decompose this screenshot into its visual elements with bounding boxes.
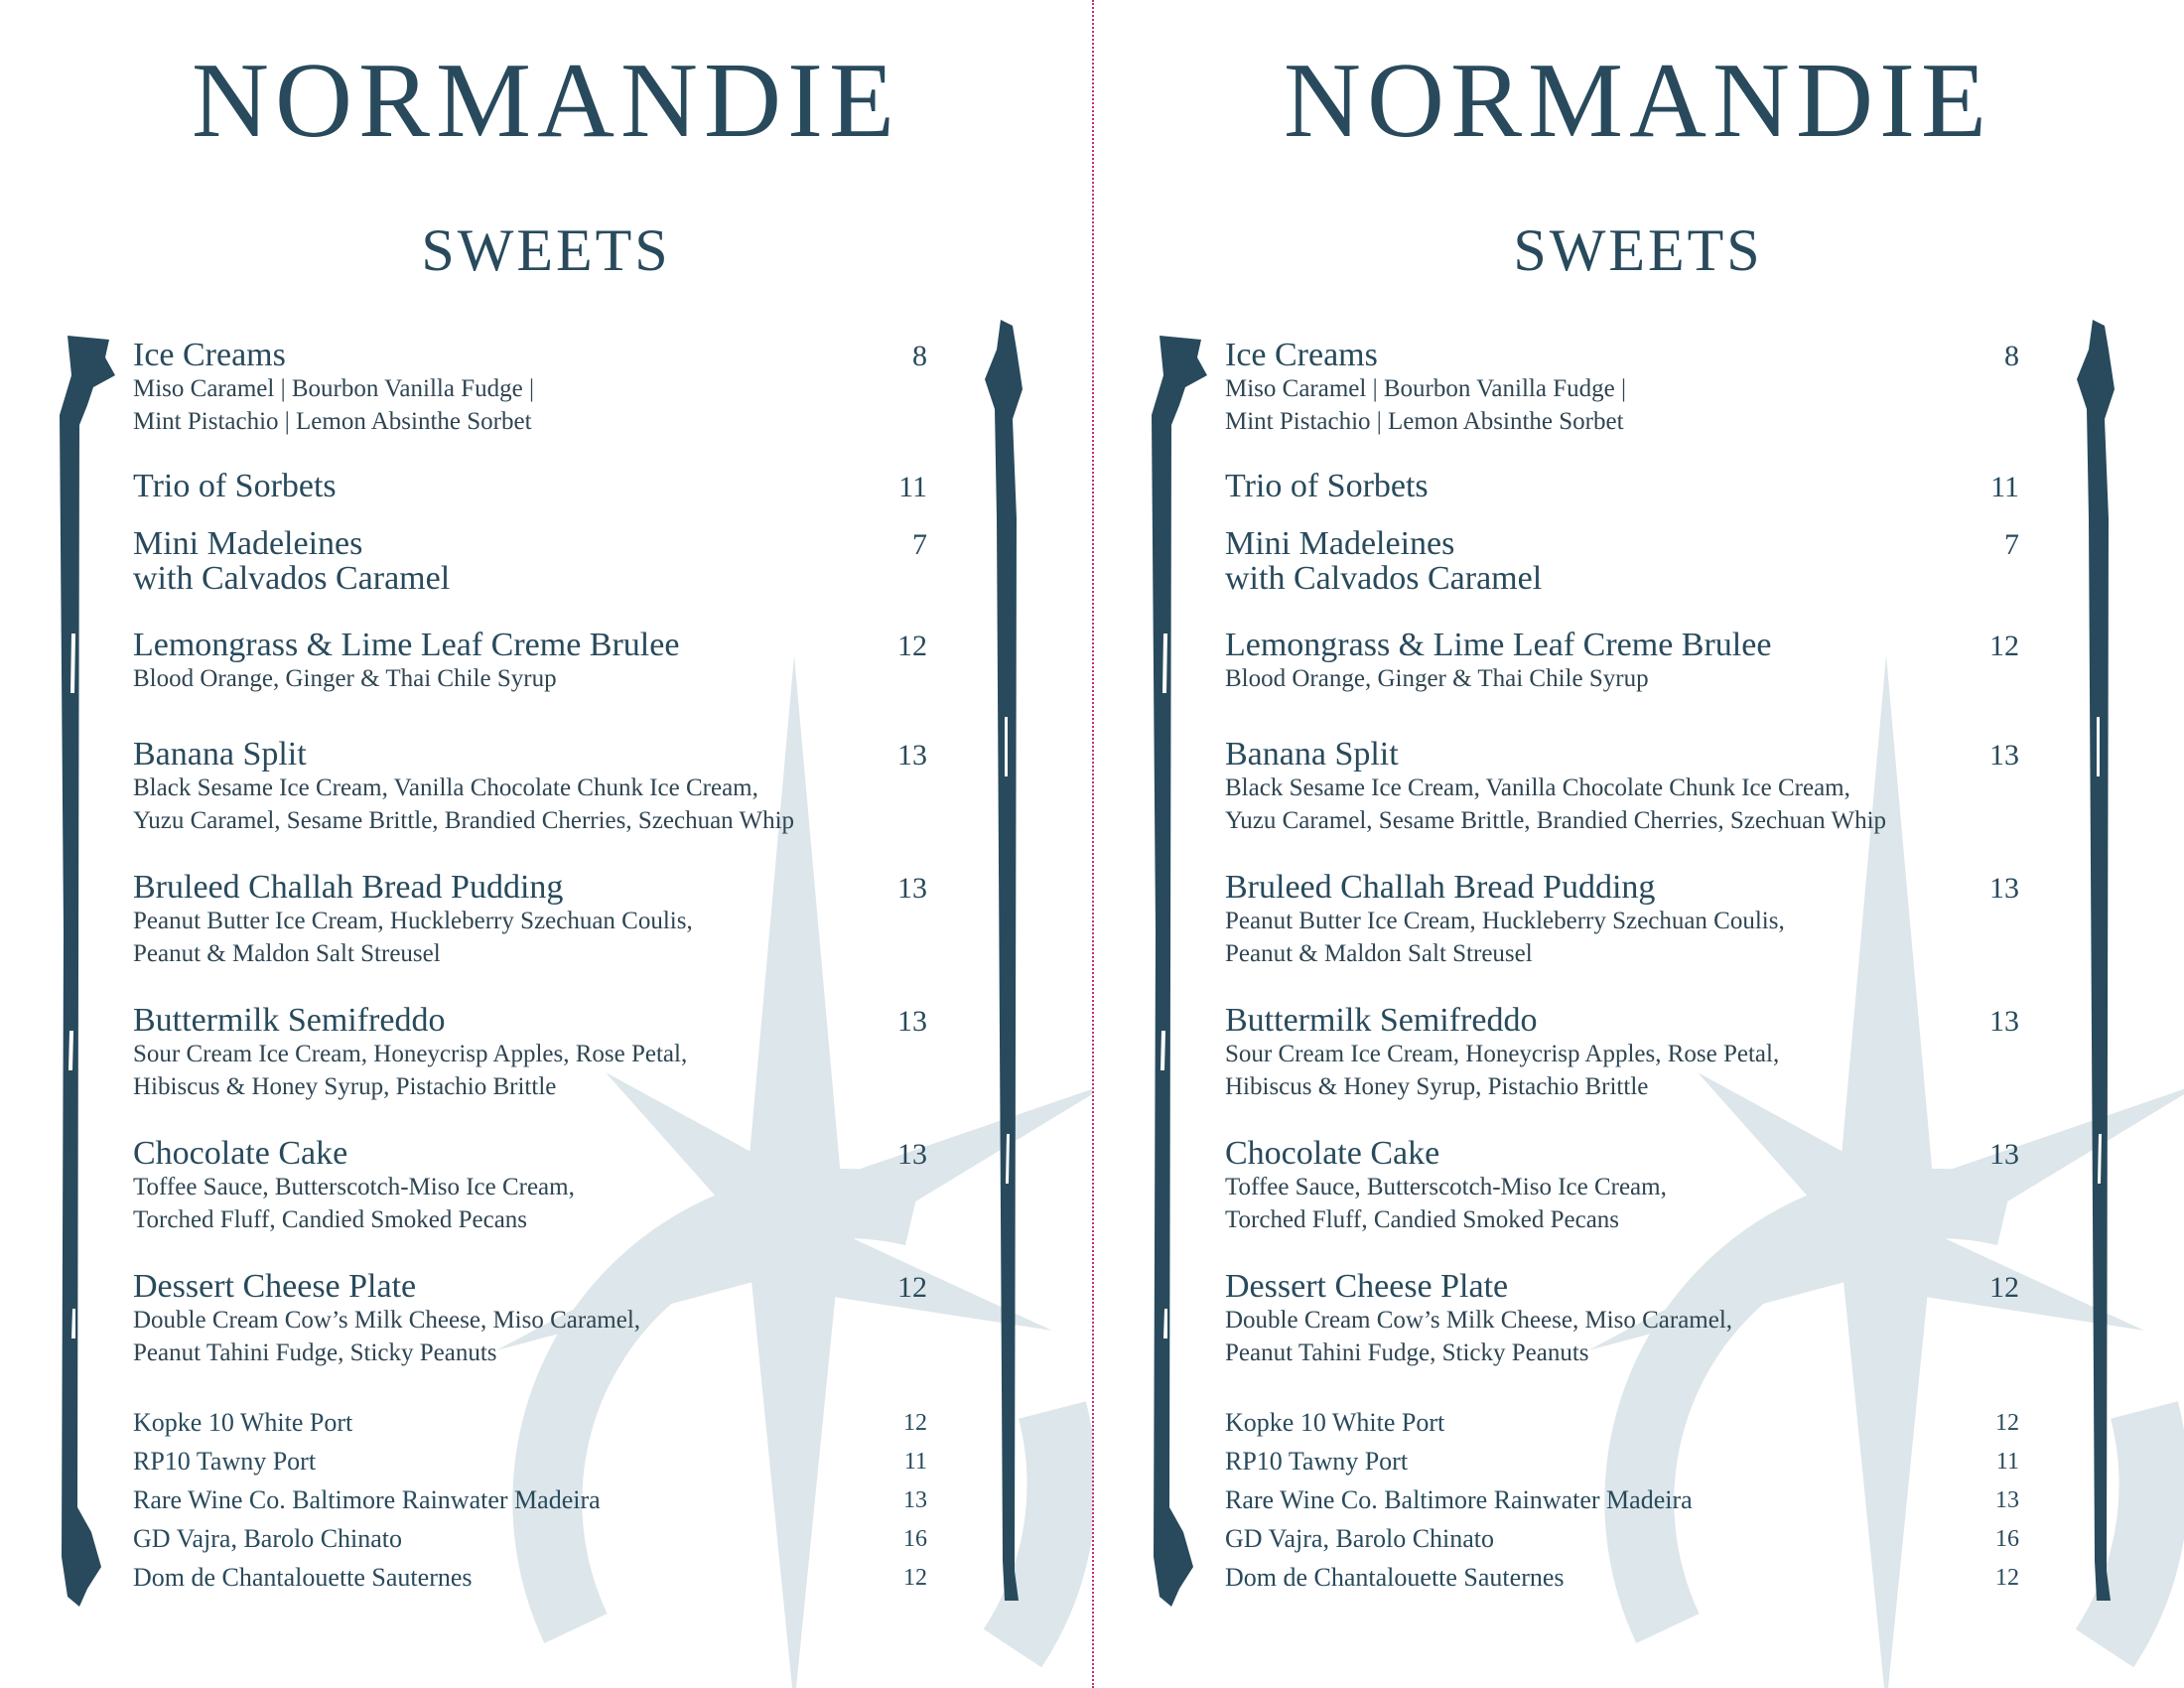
menu-item [1225,1003,2019,1103]
item-name: Chocolate Cake [133,1135,348,1172]
item-description-line-2: Torched Fluff, Candied Smoked Pecans [133,1206,528,1233]
restaurant-name: NORMANDIE [192,42,900,160]
section-title: SWEETS [1513,217,1763,283]
brush-border-left [1150,336,1207,1607]
item-name: Banana Split [133,736,307,773]
wine-name: RP10 Tawny Port [1225,1447,1409,1476]
item-price: 12 [897,1271,927,1304]
brush-border-left [58,336,115,1607]
menu-panel-right [1092,0,2184,1688]
wine-name: Dom de Chantalouette Sauternes [1225,1563,1565,1592]
item-price: 12 [1989,1271,2019,1304]
menu-item [1225,628,2019,695]
wine-name: Kopke 10 White Port [133,1408,353,1437]
item-price: 7 [912,528,927,561]
item-name: Lemongrass & Lime Leaf Creme Brulee [1225,627,1772,663]
wine-item [133,1408,927,1438]
wine-name: GD Vajra, Barolo Chinato [1225,1524,1495,1553]
menu-item [133,737,927,837]
wine-item [1225,1524,2019,1554]
item-price: 13 [1989,739,2019,772]
item-price: 8 [2004,340,2019,372]
wine-item [133,1485,927,1515]
item-name: Ice Creams [1225,337,1378,373]
menu-item [133,469,927,503]
item-description-line-2: Mint Pistachio | Lemon Absinthe Sorbet [133,408,532,435]
item-price: 13 [1989,872,2019,905]
item-description-line-2: Yuzu Caramel, Sesame Brittle, Brandied Cherries, Szechuan Whip [1225,807,1887,834]
menu-item [133,1136,927,1236]
menu-item [133,1003,927,1103]
item-name: Trio of Sorbets [1225,468,1429,504]
item-price: 11 [898,471,927,503]
wine-price: 11 [1995,1449,2019,1475]
item-name-line2: with Calvados Caramel [133,560,451,597]
wine-name: RP10 Tawny Port [133,1447,317,1476]
item-description-line-2: Peanut & Maldon Salt Streusel [133,940,441,967]
item-description-line-2: Mint Pistachio | Lemon Absinthe Sorbet [1225,408,1624,435]
item-description-line-1: Sour Cream Ice Cream, Honeycrisp Apples, Rose Petal, [1225,1041,1780,1067]
item-description-line-1: Peanut Butter Ice Cream, Huckleberry Szechuan Coulis, [1225,908,1785,934]
item-name: Buttermilk Semifreddo [133,1002,446,1039]
menu-item [133,526,927,596]
wine-item [1225,1447,2019,1477]
item-description-line-1: Miso Caramel | Bourbon Vanilla Fudge | [133,375,534,402]
item-name: Bruleed Challah Bread Pudding [1225,869,1656,906]
wine-item [133,1524,927,1554]
item-description-line-2: Peanut Tahini Fudge, Sticky Peanuts [1225,1339,1589,1366]
wine-item [1225,1485,2019,1515]
menu-item [133,870,927,970]
item-price: 13 [1989,1138,2019,1171]
item-description-line-2: Torched Fluff, Candied Smoked Pecans [1225,1206,1620,1233]
item-name: Banana Split [1225,736,1399,773]
item-name: Trio of Sorbets [133,468,337,504]
item-price: 8 [912,340,927,372]
item-price: 7 [2004,528,2019,561]
item-name: Ice Creams [133,337,286,373]
item-name: Mini Madeleines [1225,525,1455,562]
item-description-line-1: Toffee Sauce, Butterscotch-Miso Ice Cream, [1225,1174,1667,1200]
wine-name: Rare Wine Co. Baltimore Rainwater Madeira [133,1485,601,1514]
menu-item [1225,1136,2019,1236]
item-name: Bruleed Challah Bread Pudding [133,869,564,906]
wine-name: Kopke 10 White Port [1225,1408,1445,1437]
wine-price: 13 [1995,1487,2019,1513]
wine-price: 16 [1995,1526,2019,1552]
item-description-line-1: Toffee Sauce, Butterscotch-Miso Ice Cream, [133,1174,575,1200]
item-price: 13 [897,872,927,905]
item-description-line-2: Peanut Tahini Fudge, Sticky Peanuts [133,1339,497,1366]
wine-price: 12 [1995,1410,2019,1436]
menu-item [1225,338,2019,438]
item-description-line-1: Black Sesame Ice Cream, Vanilla Chocolate Chunk Ice Cream, [133,774,758,801]
restaurant-name: NORMANDIE [1284,42,1992,160]
wine-price: 12 [903,1565,927,1591]
wine-price: 13 [903,1487,927,1513]
wine-price: 12 [903,1410,927,1436]
wine-item [133,1563,927,1593]
item-price: 13 [897,739,927,772]
item-description-line-1: Double Cream Cow’s Milk Cheese, Miso Caramel, [1225,1307,1733,1334]
wine-price: 12 [1995,1565,2019,1591]
brush-border-right [983,320,1028,1601]
menu-item [1225,737,2019,837]
item-description-line-1: Blood Orange, Ginger & Thai Chile Syrup [133,665,557,692]
menu-item [1225,469,2019,503]
item-description-line-2: Yuzu Caramel, Sesame Brittle, Brandied Cherries, Szechuan Whip [133,807,795,834]
wine-name: Dom de Chantalouette Sauternes [133,1563,473,1592]
menu-item [1225,1269,2019,1369]
wine-name: Rare Wine Co. Baltimore Rainwater Madeira [1225,1485,1693,1514]
item-name: Dessert Cheese Plate [133,1268,417,1305]
menu-item [1225,870,2019,970]
wine-item [1225,1563,2019,1593]
wine-item [133,1447,927,1477]
item-name: Buttermilk Semifreddo [1225,1002,1538,1039]
item-description-line-2: Peanut & Maldon Salt Streusel [1225,940,1533,967]
item-price: 13 [897,1005,927,1038]
item-description-line-1: Miso Caramel | Bourbon Vanilla Fudge | [1225,375,1626,402]
wine-price: 11 [903,1449,927,1475]
item-description-line-1: Blood Orange, Ginger & Thai Chile Syrup [1225,665,1649,692]
item-price: 12 [897,630,927,662]
wine-price: 16 [903,1526,927,1552]
item-price: 13 [1989,1005,2019,1038]
menu-item [133,628,927,695]
item-price: 13 [897,1138,927,1171]
item-price: 12 [1989,630,2019,662]
item-description-line-1: Peanut Butter Ice Cream, Huckleberry Szechuan Coulis, [133,908,693,934]
item-name-line2: with Calvados Caramel [1225,560,1543,597]
item-description-line-1: Sour Cream Ice Cream, Honeycrisp Apples, Rose Petal, [133,1041,688,1067]
section-title: SWEETS [421,217,671,283]
brush-border-right [2075,320,2120,1601]
item-description-line-2: Hibiscus & Honey Syrup, Pistachio Brittle [1225,1073,1649,1100]
item-name: Chocolate Cake [1225,1135,1440,1172]
item-name: Dessert Cheese Plate [1225,1268,1509,1305]
wine-item [1225,1408,2019,1438]
menu-item [133,338,927,438]
menu-item [133,1269,927,1369]
wine-name: GD Vajra, Barolo Chinato [133,1524,403,1553]
item-name: Mini Madeleines [133,525,363,562]
item-price: 11 [1990,471,2019,503]
item-name: Lemongrass & Lime Leaf Creme Brulee [133,627,680,663]
item-description-line-1: Double Cream Cow’s Milk Cheese, Miso Caramel, [133,1307,641,1334]
item-description-line-1: Black Sesame Ice Cream, Vanilla Chocolate Chunk Ice Cream, [1225,774,1850,801]
item-description-line-2: Hibiscus & Honey Syrup, Pistachio Brittle [133,1073,557,1100]
menu-item [1225,526,2019,596]
